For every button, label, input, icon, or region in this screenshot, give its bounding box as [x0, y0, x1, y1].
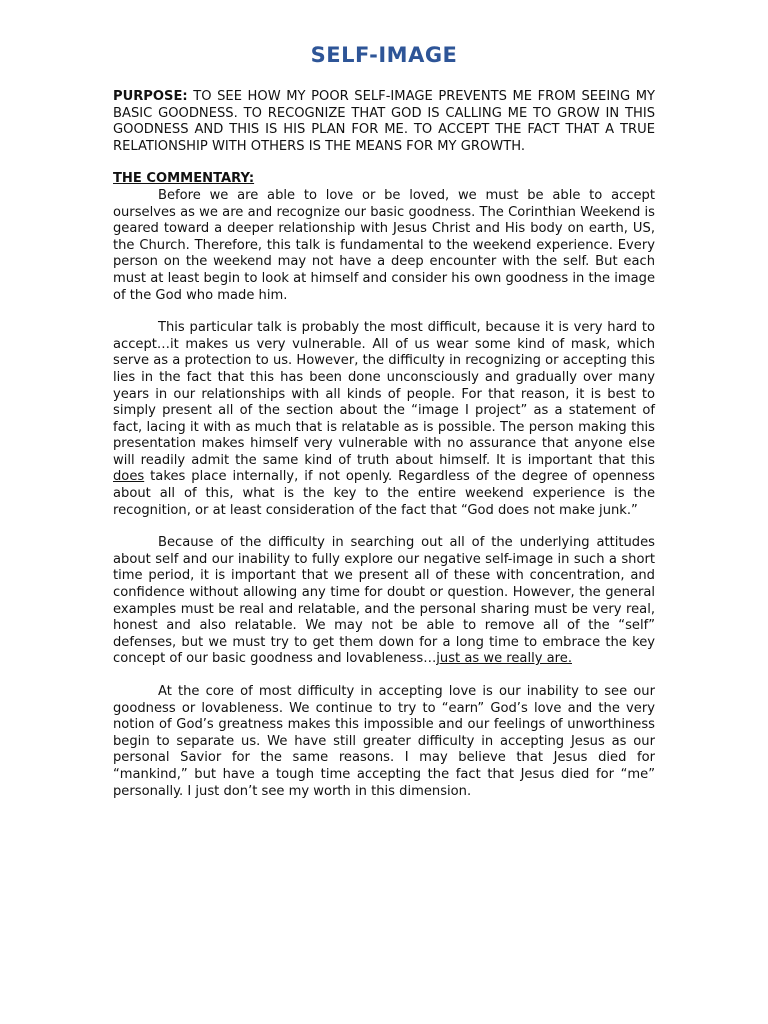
emphasis-just-as-we-really-are: just as we really are. [436, 651, 572, 667]
commentary-heading: THE COMMENTARY: [113, 171, 255, 187]
purpose-text: TO SEE HOW MY POOR SELF-IMAGE PREVENTS ME FROM SEEING MY BASIC GOODNESS. TO RECOGNIZE THAT GOD IS CALLING ME TO GROW IN THIS GOODNESS AND THIS IS HIS PLAN FOR ME. TO ACCEPT THE FACT THAT A TRUE RELATIONSHIP WITH OTHERS IS THE MEANS FOR MY GROWTH. [113, 89, 655, 154]
commentary-paragraph-1: Before we are able to love or be loved, we must be able to accept ourselves as we are and recognize our basic goodness. The Corinthian Weekend is geared toward a deeper relationship with Jesus Christ and His body on earth, US, the Church. Therefore, this talk is fundamental to the weekend experience. Every person on the weekend may not have a deep encounter with the self. But each must at least begin to look at himself and consider his own goodness in the image of the God who made him. [113, 187, 655, 303]
purpose-label: PURPOSE: [113, 89, 188, 104]
document-title: SELF-IMAGE [310, 43, 458, 67]
paragraph-2-text-end: takes place internally, if not openly. Regardless of the degree of openness about all of this, what is the key to the entire weekend experience is the recognition, or at least consideration of the fact that “God does not make junk.” [113, 469, 655, 518]
paragraph-2-text-start: This particular talk is probably the most difficult, because it is very hard to accept…it makes us very vulnerable. All of us wear some kind of mask, which serve as a protection to us. However, the difficulty in recognizing or accepting this lies in the fact that this has been done unconsciously and gradually over many years in our relationships with all kinds of people. For that reason, it is best to simply present all of the section about the “image I project” as a statement of fact, lacing it with as much that is relatable as is possible. The person making this presentation makes himself very vulnerable with no assurance that anyone else will readily admit the same kind of truth about himself. It is important that this [113, 320, 655, 468]
document-page [113, 40, 655, 816]
emphasis-does: does [113, 469, 145, 485]
commentary-paragraph-2 [113, 320, 655, 519]
purpose-paragraph [113, 89, 655, 155]
commentary-paragraph-4: At the core of most difficulty in accepting love is our inability to see our goodness or lovableness. We continue to try to “earn” God’s love and the very notion of God’s greatness makes this impossible and our feelings of unworthiness begin to separate us. We have still greater difficulty in accepting Jesus as our personal Savior for the same reasons. I may believe that Jesus died for “mankind,” but have a tough time accepting the fact that Jesus died for “me” personally. I just don’t see my worth in this dimension. [113, 684, 655, 799]
commentary-paragraph-3 [113, 535, 655, 668]
paragraph-3-text: Because of the difficulty in searching out all of the underlying attitudes about self and our inability to fully explore our negative self-image in such a short time period, it is important that we present all of these with concentration, and confidence without allowing any time for doubt or question. However, the general examples must be real and relatable, and the personal sharing must be very real, honest and also relatable. We may not be able to remove all of the “self” defenses, but we must try to get them down for a long time to embrace the key concept of our basic goodness and lovableness… [113, 535, 655, 667]
